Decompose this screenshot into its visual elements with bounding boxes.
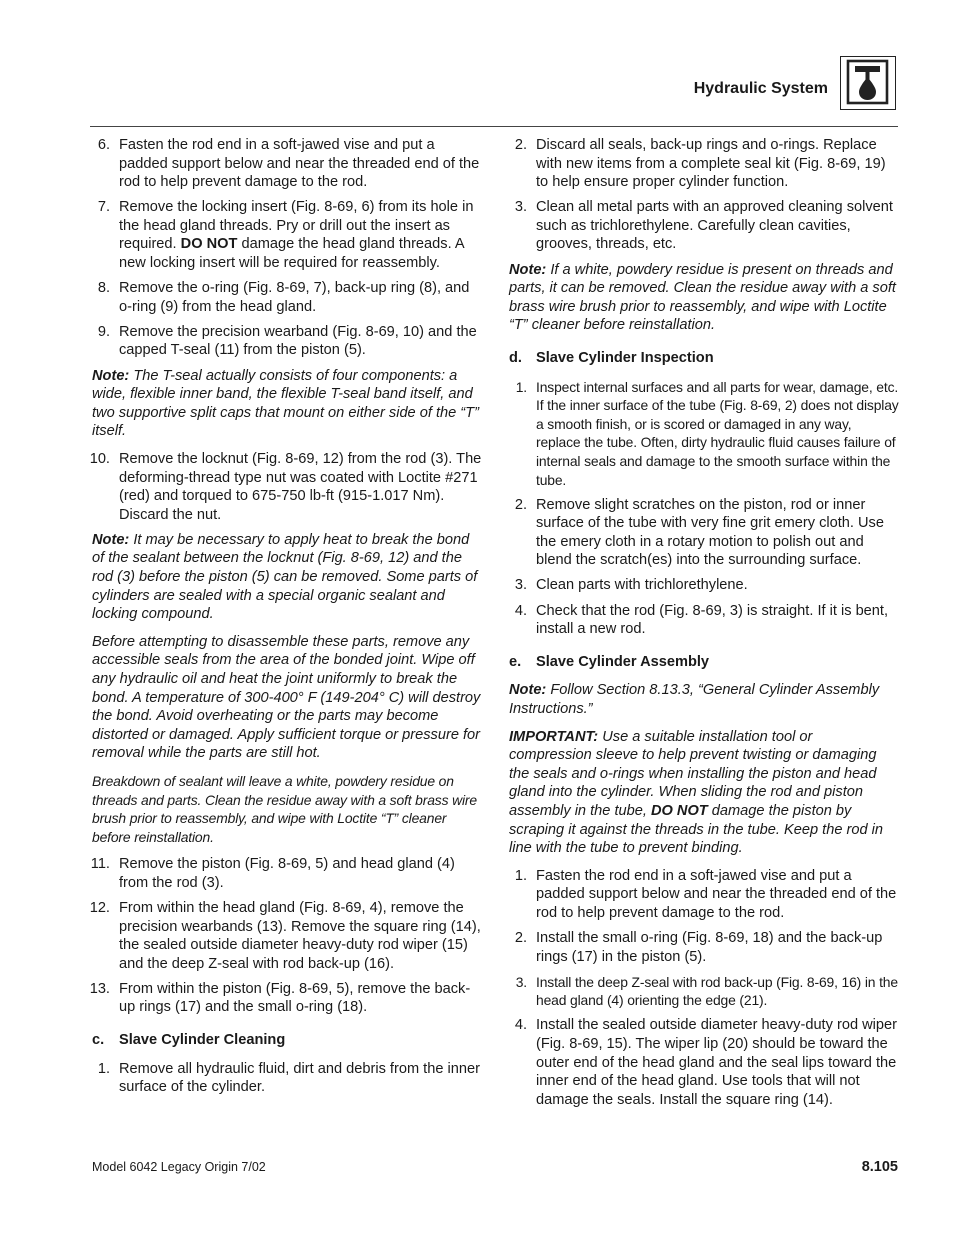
numbered-step: 13. From within the piston (Fig. 8-69, 5), remove the back-up rings (17) and the small o-ring (18). bbox=[92, 980, 482, 1017]
subsection-letter: e. bbox=[509, 653, 522, 670]
step-number: 3. bbox=[515, 973, 527, 990]
numbered-step: 1. Remove all hydraulic fluid, dirt and debris from the inner surface of the cylinder. bbox=[92, 1060, 482, 1097]
numbered-step: 3. Install the deep Z-seal with rod back-up (Fig. 8-69, 16) in the head gland (4) orienting the edge (21). bbox=[509, 973, 899, 1010]
note-paragraph: Note: It may be necessary to apply heat to break the bond of the sealant between the locknut (Fig. 8-69, 12) and the rod (3) before the piston (5) can be removed. Some parts of cylinders are sealed with a special organic sealant and locking compound. bbox=[92, 531, 478, 623]
numbered-step: 3. Clean parts with trichlorethylene. bbox=[509, 576, 899, 595]
numbered-step: 2. Install the small o-ring (Fig. 8-69, 18) and the back-up rings (17) in the piston (5). bbox=[509, 929, 899, 966]
subsection-heading: d. Slave Cylinder Inspection bbox=[509, 349, 714, 366]
numbered-step: 7. Remove the locking insert (Fig. 8-69, 6) from its hole in the head gland threads. Pry or drill out the insert as required. DO NOT damage the head gland threads. A new locking insert will be required for reassembly. bbox=[92, 198, 482, 272]
numbered-step: 3. Clean all metal parts with an approved cleaning solvent such as trichlorethylene. Carefully clean cavities, grooves, threads, etc. bbox=[509, 198, 899, 254]
footer-model-info: Model 6042 Legacy Origin 7/02 bbox=[92, 1160, 266, 1174]
note-label: Note: bbox=[92, 367, 130, 384]
numbered-step: 1. Inspect internal surfaces and all parts for wear, damage, etc. If the inner surface of the tube (Fig. 8-69, 2) does not display a smooth finish, or is scored or damaged in any way, replace the tube. Often, dirty hydraulic fluid causes failure of internal seals and damage to the smooth surface within the tube. bbox=[509, 378, 899, 490]
note-paragraph: Before attempting to disassemble these parts, remove any accessible seals from the area of the bonded joint. Wipe off any hydraulic oil and heat the joint uniformly to break the bond. A temperature of 300-400° F (149-204° C) will destroy the bond. Avoid overheating or the parts may become distorted or damaged. Apply sufficient torque or pressure for removal while the parts are still hot. bbox=[92, 633, 481, 762]
emphasis-text: DO NOT bbox=[650, 802, 708, 819]
subsection-heading: e. Slave Cylinder Assembly bbox=[509, 653, 710, 670]
step-number: 4. bbox=[514, 602, 527, 619]
note-label: Note: bbox=[509, 682, 547, 699]
step-number: 7. bbox=[97, 199, 110, 216]
numbered-step: 6. Fasten the rod end in a soft-jawed vise and put a padded support below and near the threaded end of the rod to help prevent damage to the rod. bbox=[92, 136, 482, 192]
note-paragraph: Note: Follow Section 8.13.3, “General Cylinder Assembly Instructions.” bbox=[509, 682, 880, 717]
step-number: 8. bbox=[97, 280, 110, 297]
page-number: 8.105 bbox=[861, 1159, 898, 1175]
note-paragraph: IMPORTANT: Use a suitable installation tool or compression sleeve to help prevent twisting or damaging the seals and o-rings when installing the piston and head gland into the cylinder. When sliding the rod and piston assembly in the tube, DO NOT damage the piston by scraping it against the threads in the tube. Keep the rod in line with the tube to prevent binding. bbox=[509, 728, 884, 857]
step-number: 1. bbox=[97, 1060, 110, 1077]
header-divider bbox=[90, 126, 898, 127]
numbered-step: 4. Install the sealed outside diameter heavy-duty rod wiper (Fig. 8-69, 15). The wiper lip (20) should be toward the outer end of the head gland and the seal lips toward the inner end of the head gland. Use tools that will not damage the seals. Install the square ring (14). bbox=[509, 1016, 899, 1109]
numbered-step: 9. Remove the precision wearband (Fig. 8-69, 10) and the capped T-seal (11) from the piston (5). bbox=[92, 323, 482, 360]
right-column bbox=[509, 136, 899, 1116]
step-number: 4. bbox=[514, 1017, 527, 1034]
numbered-step: 12. From within the head gland (Fig. 8-69, 4), remove the precision wearbands (13). Remove the square ring (14), the sealed outside diameter heavy-duty rod wiper (15) and the deep Z-seal with rod back-up (16). bbox=[92, 899, 482, 973]
numbered-step: 10. Remove the locknut (Fig. 8-69, 12) from the rod (3). The deforming-thread type nut was coated with Loctite #271 (red) and torqued to 675-750 lb-ft (915-1.017 Nm). Discard the nut. bbox=[92, 450, 482, 524]
step-number: 2. bbox=[514, 496, 527, 513]
numbered-step: 2. Discard all seals, back-up rings and o-rings. Replace with new items from a complete seal kit (Fig. 8-69, 19) to help ensure proper cylinder function. bbox=[509, 136, 899, 192]
step-number: 2. bbox=[514, 137, 527, 153]
step-number: 1. bbox=[514, 867, 527, 884]
emphasis-text: DO NOT bbox=[180, 236, 238, 253]
step-number: 13. bbox=[89, 980, 110, 997]
step-number: 11. bbox=[90, 856, 110, 873]
step-number: 2. bbox=[514, 929, 527, 946]
hydraulic-cylinder-icon bbox=[840, 56, 896, 110]
left-column bbox=[89, 136, 482, 1103]
step-number: 6. bbox=[97, 137, 110, 153]
numbered-step: 8. Remove the o-ring (Fig. 8-69, 7), back-up ring (8), and o-ring (9) from the head gland. bbox=[92, 279, 482, 316]
note-label: Note: bbox=[92, 531, 130, 548]
subsection-heading: c. Slave Cylinder Cleaning bbox=[92, 1032, 286, 1049]
numbered-step: 11. Remove the piston (Fig. 8-69, 5) and head gland (4) from the rod (3). bbox=[92, 855, 482, 892]
note-paragraph: Note: The T-seal actually consists of four components: a wide, flexible inner band, the flexible T-seal band itself, and two supportive split caps that mount on either side of the “T” itself. bbox=[92, 367, 479, 440]
section-title: Hydraulic System bbox=[693, 80, 828, 97]
note-label: IMPORTANT: bbox=[509, 728, 599, 745]
step-number: 3. bbox=[514, 577, 527, 594]
subsection-letter: c. bbox=[92, 1032, 105, 1049]
step-number: 1. bbox=[515, 378, 527, 395]
numbered-step: 1. Fasten the rod end in a soft-jawed vise and put a padded support below and near the threaded end of the rod to help prevent damage to the rod. bbox=[509, 867, 899, 923]
note-label: Note: bbox=[509, 261, 547, 278]
note-paragraph: Note: If a white, powdery residue is present on threads and parts, it can be removed. Clean the residue away with a soft brass wire brush prior to reassembly, and wipe with Loctite “T” cleaner before reinstallation. bbox=[509, 261, 896, 334]
numbered-step: 4. Check that the rod (Fig. 8-69, 3) is straight. If it is bent, install a new rod. bbox=[509, 602, 899, 639]
step-number: 9. bbox=[97, 323, 110, 340]
note-paragraph: Breakdown of sealant will leave a white, powdery residue on threads and parts. Clean the residue away with a soft brass wire brush prior to reassembly, and wipe with Loctite “T” cleaner before reinstallation. bbox=[92, 772, 477, 845]
step-number: 3. bbox=[514, 199, 527, 216]
numbered-step: 2. Remove slight scratches on the piston, rod or inner surface of the tube with very fine grit emery cloth. Use the emery cloth in a rotary motion to polish out and blend the scratch(es) into the surrounding surface. bbox=[509, 496, 899, 570]
step-number: 12. bbox=[89, 899, 110, 916]
subsection-letter: d. bbox=[509, 349, 522, 366]
step-number: 10. bbox=[89, 450, 110, 467]
